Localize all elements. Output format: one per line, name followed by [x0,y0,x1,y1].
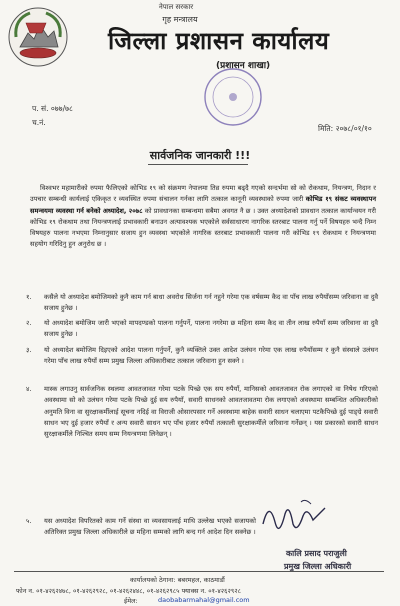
ps-label: प. सं. [32,104,49,113]
intro-text-2: को प्रावधानका सम्बन्धमा सबैमा अवगत नै छ । उक्त अध्यादेशको प्रावधान तत्काल कार्यान्वयन गरी कोभिड १९ रोकथाम तथा नियन्त्रणलाई प्रभावकारी बनाउन अत्यावश्यक भएकोले सर्वसाधारण नागरिक स्तरबाट पालना गर्नु पर्ने विषयहरु भन्दै निम्न विषयहरु पालना नभएमा निम्नानुसार सजाय हुन व्यवस्था भएकोले नागरिक स्तरबाट प्रभावकारी पालना गरी कोभिड १९ रोकथाम र नियन्त्रणमा सहयोग गरिदिनु हुन अनुरोध छ । [30,206,376,249]
header-ministry: गृह मन्त्रालय [162,15,198,24]
intro-ordinance-name: कोभिड १९ संकट व्यवस्थापन समन्वयमा व्यवस्था गर्न बनेको अध्यादेश, २०७८ [30,195,376,215]
item-text: यस अध्यादेश विपरितको काम गर्ने संस्था वा व्यवसायलाई माथि उल्लेख भएको सजायको अतिरिक्त प्रमुख जिल्ला अधिकारीले छ महिना सम्मको लागि बन्द गर्न आदेश दिन सक्नेछ । [44,517,256,537]
ps-value: ०७७/७८ [50,104,73,113]
signatory-name: कालि प्रसाद पराजुली [286,549,347,558]
signatory-title: प्रमुख जिल्ला अधिकारी [284,562,352,571]
dispatch-number-label: च.नं. [32,118,46,127]
list-item [26,516,256,539]
item-number: ५. [26,517,32,525]
item-number: १. [26,293,32,301]
item-text: कसैले यो अध्यादेश बमोजिमको कुनै काम गर्न बाधा अवरोध सिर्जना गर्न नहुने गरेमा एक वर्षसम्म कैद वा पाँच लाख रुपैयाँसम्म जरिवाना वा दुवै सजाय हुनेछ । [44,293,378,313]
footer-address: कार्यालयको ठेगाना: बबरमहल, काठमाडौं [130,576,225,584]
item-number: २. [26,319,32,327]
reference-number [32,104,73,114]
item-number: ४. [26,385,32,393]
date [318,124,372,134]
list-item [26,384,378,440]
intro-text-1: विश्वभर महामारीको रुपमा फैलिएको कोभिड १९ को संक्रमण नेपालमा तिव्र रुपमा बढ्दै गएको सन्दर्भमा सो को रोकथाम, नियन्त्रण, निदान र उपचार सम्बन्धी कार्यलाई एकिकृत र व्यवस्थित रुपमा संचालन गर्नका लागि तत्काल कानूनी व्यवस्थाको रुपमा जारी [30,184,376,204]
notice-title: सार्वजनिक जानकारी !!! [149,149,251,162]
office-stamp-icon [202,66,264,128]
list-item [26,292,378,315]
date-label: मिति: [318,124,334,133]
footer-email-link[interactable]: daobabarmahal@gmail.com [158,596,250,604]
title-underline [148,164,248,165]
item-text: यो अध्यादेश बमोजिम दिइएको आदेश पालना गर्नुपर्ने, कुनै व्यक्तिले उक्त आदेश उलंघन गरेमा एक लाख रुपैयाँसम्म र कुनै संस्थाले उलंघन गरेमा पाँच लाख रुपैयाँ सम्म प्रमुख जिल्ला अधिकारीबाट तत्काल जरिवाना हुन सक्ने । [44,346,378,366]
footer-phone: फोन न. ०१-४२६२४७८, ०१-४२६२९२८, ०१-४२६२४४८, ०१-४२६२९८५ फ्याक्स न. ०१-४२६२९२८ [16,587,242,595]
signature-icon [255,494,335,544]
list-item [26,345,378,368]
date-value: २०७८/०१/१० [335,124,372,133]
header-branch: (प्रशासन शाखा) [216,61,271,71]
footer-divider [14,571,384,572]
item-text: मास्क लगाउनु सार्वजनिक स्थलमा आवतजावत गरेमा पटके पिच्छे एक सय रुपैयाँ, मानिसको आवतजावत रोक लगाएको वा निषेध गरिएको अवस्थामा सो को उलंघन गरेमा पटके पिच्छे दुई सय रुपैयाँ, सवारी साधनको आवतजावतमा रोक लगाएको अवस्थामा सम्बन्धित अधिकारीको अनुमति विना वा सुरक्षाकर्मीलाई सूचना नदिई वा विराजी ओसारपसार गर्ने अवस्थामा बाहेक सवारी साधन चलाएमा पटकैपिच्छे दुई पाङ्ग्रे सवारी साधन भए दुई हजार रुपैयाँ र अन्य सवारी साधन भए पाँच हजार रुपैयाँ तत्काली सुरक्षाकर्मीले जरिवाना गर्नेछन् । यस प्रकारको सवारी साधन सुरक्षाकर्मीले निश्चित समय सम्म नियन्त्रणमा लिनेछन् । [44,385,378,439]
header-government: नेपाल सरकार [158,3,194,11]
header-office-title: जिल्ला प्रशासन कार्यालय [108,27,330,55]
item-number: ३. [26,346,32,354]
item-text: यो अध्यादेश बमोजिम जारी भएको मापदण्डको पालना गर्नुपर्ने, पालना नगरेमा छ महिना सम्म कैद वा तीन लाख रुपैयाँ सम्म जरिवाना वा दुवै सजाय हुनेछ । [44,319,378,339]
intro-paragraph [30,183,376,251]
list-item [26,318,378,341]
footer-email-label: ईमेल: [124,597,138,605]
